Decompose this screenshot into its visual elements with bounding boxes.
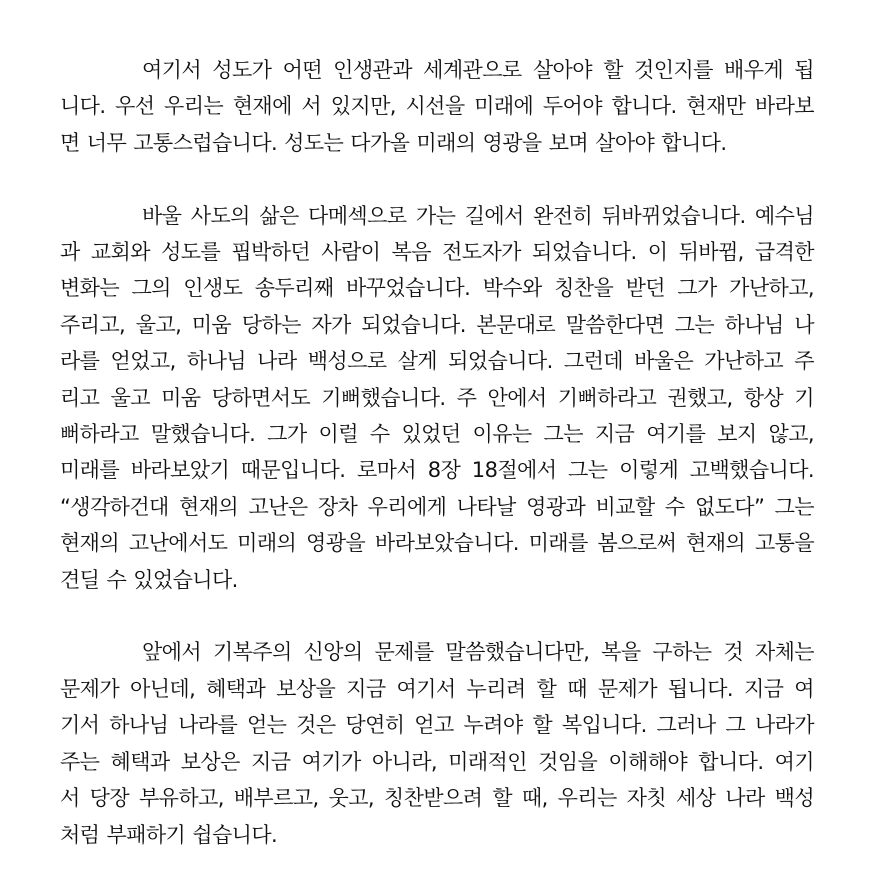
paragraph-1 — [60, 52, 814, 161]
text-line: 뻐하라고 말했습니다. 그가 이럴 수 있었던 이유는 그는 지금 여기를 보지 않고, — [60, 422, 814, 447]
text-line: 서 당장 부유하고, 배부르고, 웃고, 칭찬받으려 할 때, 우리는 자칫 세상 나라 백성 — [60, 786, 814, 811]
text-line: 니다. 우선 우리는 현재에 서 있지만, 시선을 미래에 두어야 합니다. 현재만 바라보 — [60, 94, 814, 119]
text-line: “생각하건대 현재의 고난은 장차 우리에게 나타날 영광과 비교할 수 없도다” 그는 — [60, 494, 814, 519]
paragraph-2 — [60, 198, 814, 598]
document-page — [60, 52, 814, 853]
text-line: 라를 얻었고, 하나님 나라 백성으로 살게 되었습니다. 그런데 바울은 가난하고 주 — [60, 349, 814, 374]
text-line: 면 너무 고통스럽습니다. 성도는 다가올 미래의 영광을 보며 살아야 합니다. — [60, 130, 727, 155]
text-line: 여기서 성도가 어떤 인생관과 세계관으로 살아야 할 것인지를 배우게 됩 — [142, 58, 814, 82]
text-line: 바울 사도의 삶은 다메섹으로 가는 길에서 완전히 뒤바뀌었습니다. 예수님 — [142, 203, 814, 228]
text-line: 과 교회와 성도를 핍박하던 사람이 복음 전도자가 되었습니다. 이 뒤바뀜, 급격한 — [60, 240, 814, 265]
text-line: 주리고, 울고, 미움 당하는 자가 되었습니다. 본문대로 말씀한다면 그는 하나님 나 — [60, 312, 814, 337]
text-line: 앞에서 기복주의 신앙의 문제를 말씀했습니다만, 복을 구하는 것 자체는 — [142, 640, 814, 665]
text-line: 미래를 바라보았기 때문입니다. 로마서 8장 18절에서 그는 이렇게 고백했습니다. — [60, 458, 814, 483]
paragraph-gap — [60, 598, 814, 634]
paragraph-3 — [60, 634, 814, 852]
text-line: 처럼 부패하기 쉽습니다. — [60, 822, 278, 847]
text-line: 현재의 고난에서도 미래의 영광을 바라보았습니다. 미래를 봄으로써 현재의 고통을 — [60, 531, 814, 556]
paragraph-gap — [60, 161, 814, 197]
text-line: 변화는 그의 인생도 송두리째 바꾸었습니다. 박수와 칭찬을 받던 그가 가난하고, — [60, 276, 814, 301]
text-line: 견딜 수 있었습니다. — [60, 567, 238, 592]
text-line: 리고 울고 미움 당하면서도 기뻐했습니다. 주 안에서 기뻐하라고 권했고, 항상 기 — [60, 385, 814, 410]
text-line: 기서 하나님 나라를 얻는 것은 당연히 얻고 누려야 할 복입니다. 그러나 그 나라가 — [60, 713, 814, 738]
text-line: 주는 혜택과 보상은 지금 여기가 아니라, 미래적인 것임을 이해해야 합니다. 여기 — [60, 749, 814, 774]
text-line: 문제가 아닌데, 혜택과 보상을 지금 여기서 누리려 할 때 문제가 됩니다. 지금 여 — [60, 676, 814, 701]
